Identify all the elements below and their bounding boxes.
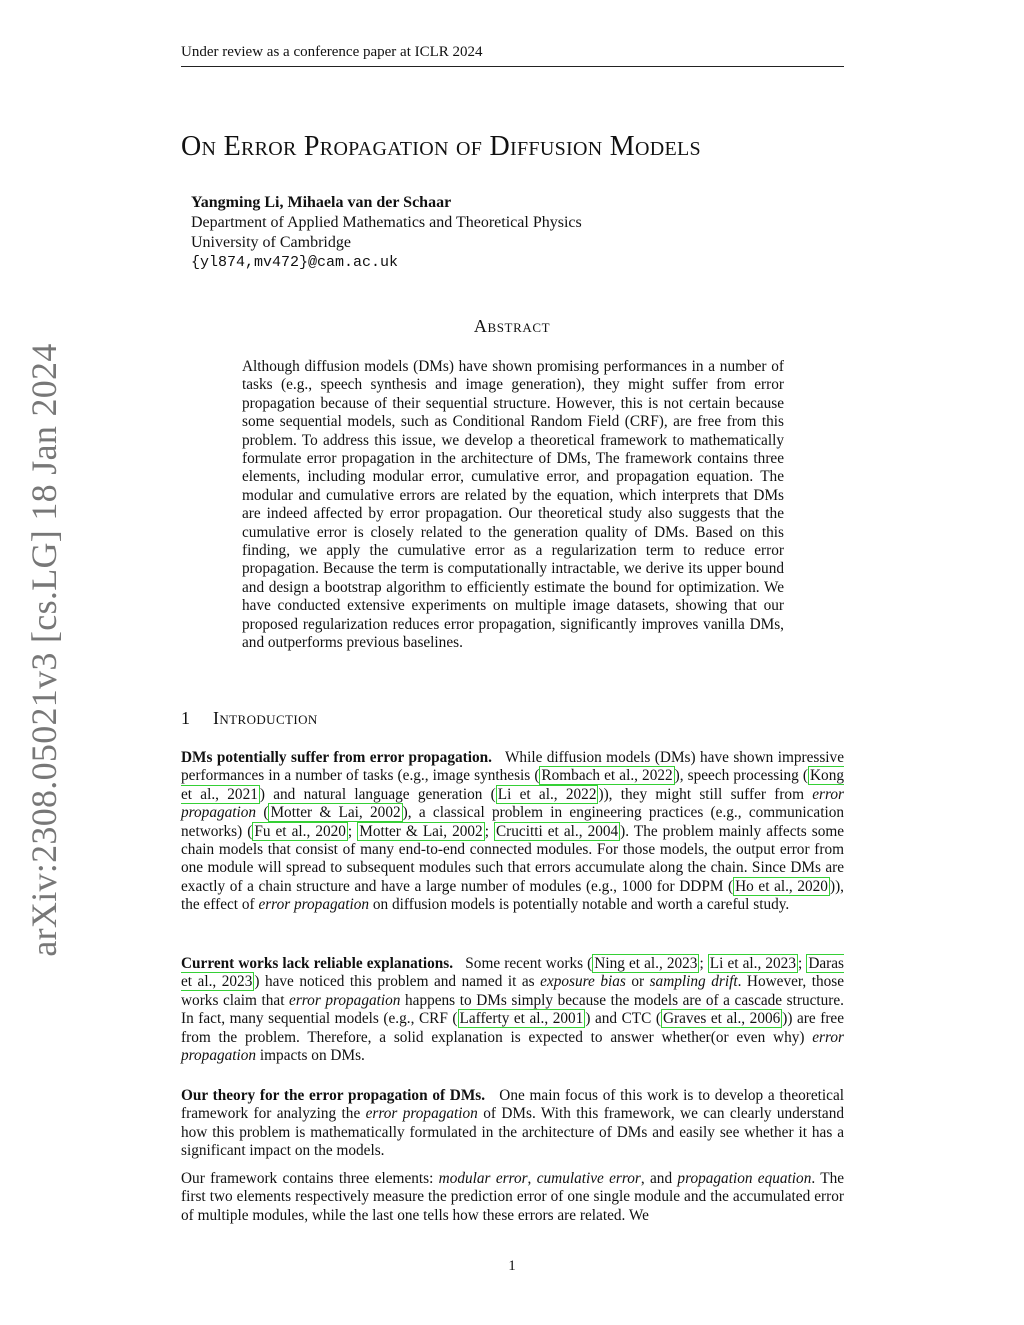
header-rule — [181, 66, 844, 67]
arxiv-id: arXiv:2308.05021v3 [cs.LG] 18 Jan 2024 — [24, 343, 64, 957]
citation-link[interactable]: Li et al., 2022 — [497, 785, 597, 803]
paragraph-lead: Our theory for the error propagation of DMs. — [181, 1087, 486, 1104]
author-university: University of Cambridge — [191, 234, 351, 251]
citation-link[interactable]: Ning et al., 2023 — [594, 955, 698, 972]
citation-link[interactable]: Ho et al., 2020 — [735, 877, 828, 895]
citation-link[interactable]: Daras et al., 2023 — [181, 955, 845, 991]
page-number: 1 — [508, 1258, 516, 1274]
abstract-text: Although diffusion models (DMs) have shown promising performances in a number of tasks (e.g., speech synthesis and image generation), they might suffer from error propagation because of their sequential structure. However, this is not certain because some sequential models, such as Conditional Random Field (CRF), are free from this problem. To address this issue, we develop a theoretical framework to mathematically formulate error propagation in the architecture of DMs, The framework contains three elements, including modular error, cumulative error, and propagation equation. The modular and cumulative errors are related by the equation, which interprets that DMs are indeed affected by error propagation. Our theoretical study also suggests that the cumulative error is closely related to the generation quality of DMs. Based on this finding, we apply the cumulative error as a regularization term to reduce error propagation. Because the term is computationally intractable, we derive its upper bound and design a bootstrap algorithm to efficiently estimate the bound for optimization. We have conducted extensive experiments on multiple image datasets, showing that our proposed regularization reduces error propagation, significantly improves vanilla DMs, and outperforms previous baselines. — [242, 358, 784, 652]
citation-link[interactable]: Rombach et al., 2022 — [541, 767, 673, 785]
citation-link[interactable]: Li et al., 2023 — [709, 955, 796, 972]
citation-link[interactable]: Crucitti et al., 2004 — [495, 822, 619, 840]
intro-paragraph-1: DMs potentially suffer from error propagation. While diffusion models (DMs) have shown impressive performances in a number of tasks (e.g., image synthesis ( Rombach et al., 2022 ), speech processing ( Kong et al., 2021 ) and natural language generation ( Li et al., 2022 )), they might still suffer from error propagation ( Motter & Lai, 2002 ), a classical problem in engineering practices (e.g., communication networks) ( Fu et al., 2020 ; Motter & Lai, 2002 ; Crucitti et al., 2004 ). The problem mainly affects some chain models that consist of many end-to-end connected modules. For those models, the output error from one module will spread to subsequent modules such that errors accumulate along the chain. Since DMs are exactly of a chain structure and have a large number of modules (e.g., 1000 for DDPM ( Ho et al., 2020 )), the effect of error propagation on diffusion models is potentially notable and worth a careful study. — [181, 749, 845, 914]
intro-paragraph-4: Our framework contains three elements: modular error, cumulative error, and propagation equation. The first two elements respectively measure the prediction error of one single module and the accumulated error of multiple modules, while the last one tells how these errors are related. We — [181, 1170, 845, 1224]
citation-link[interactable]: Kong et al., 2021 — [181, 767, 844, 803]
paper-title: On Error Propagation of Diffusion Models — [181, 131, 701, 162]
intro-paragraph-3: Our theory for the error propagation of DMs. One main focus of this work is to develop a theoretical framework for analyzing the error propagation of DMs. With this framework, we can clearly understand how this problem is mathematically formulated in the architecture of DMs and easily see whether it has a significant impact on the models. — [181, 1087, 844, 1160]
section-title: Introduction — [213, 708, 318, 728]
citation-link[interactable]: Graves et al., 2006 — [662, 1010, 781, 1028]
abstract-heading: Abstract — [473, 316, 551, 336]
author-block — [191, 193, 582, 273]
paragraph-lead: Current works lack reliable explanations. — [181, 955, 454, 972]
running-header: Under review as a conference paper at ICLR 2024 — [181, 44, 483, 60]
author-names: Yangming Li, Mihaela van der Schaar — [191, 194, 452, 211]
citation-link[interactable]: Motter & Lai, 2002 — [270, 804, 401, 822]
intro-paragraph-2: Current works lack reliable explanations. Some recent works ( Ning et al., 2023 ; Li et al., 2023 ; Daras et al., 2023 ) have noticed this problem and named it as exposure bias or sampling drift. However, those works claim that error propagation happens to DMs simply because the models are of a cascade structure. In fact, many sequential models (e.g., CRF ( Lafferty et al., 2001 ) and CTC ( Graves et al., 2006 )) are free from the problem. Therefore, a solid explanation is expected to answer whether(or even why) error propagation impacts on DMs. — [181, 955, 845, 1065]
citation-link[interactable]: Motter & Lai, 2002 — [359, 822, 483, 840]
section-heading — [181, 708, 318, 729]
author-email: {yl874,mv472}@cam.ac.uk — [191, 254, 399, 271]
citation-link[interactable]: Fu et al., 2020 — [254, 822, 346, 840]
paragraph-lead: DMs potentially suffer from error propagation. — [181, 749, 492, 766]
citation-link[interactable]: Lafferty et al., 2001 — [459, 1010, 584, 1028]
section-number: 1 — [181, 708, 191, 728]
author-department: Department of Applied Mathematics and Theoretical Physics — [191, 214, 582, 231]
